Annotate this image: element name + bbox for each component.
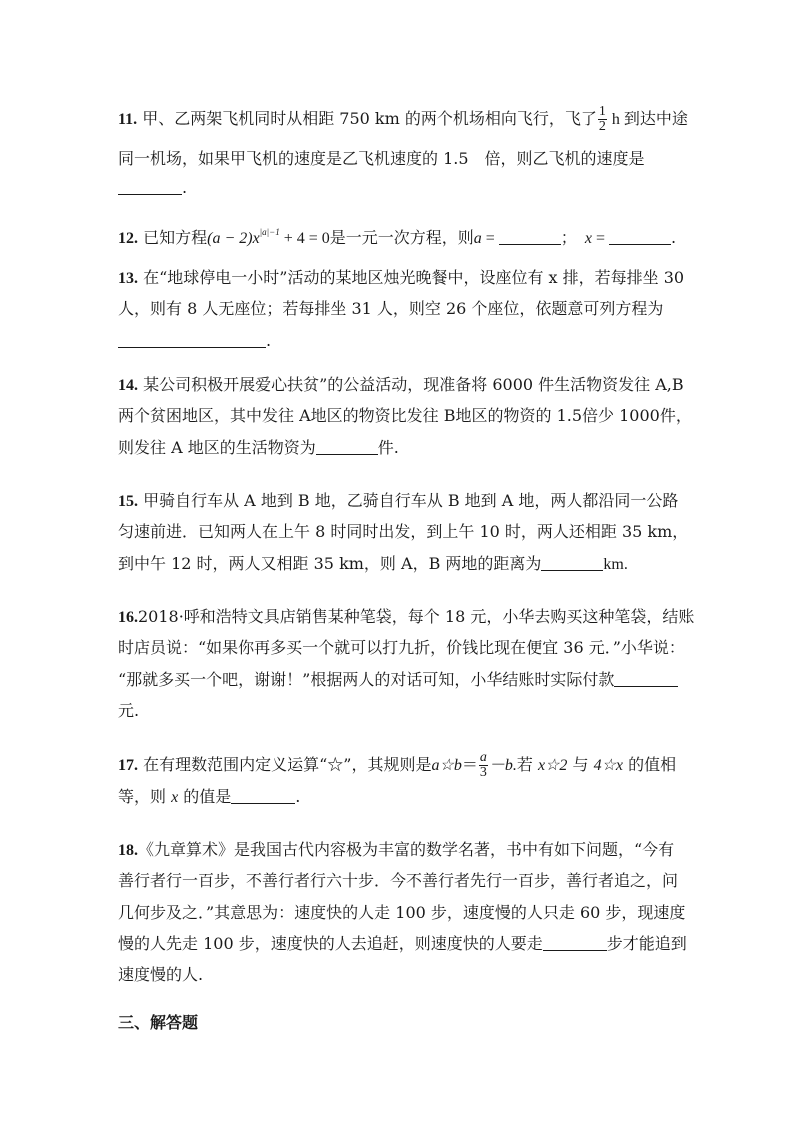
question-text: 时店员说：“如果你再多买一个就可以打九折，价钱比现在便宜 36 元．”小华说： — [118, 638, 685, 657]
question-text: 同一机场，如果甲飞机的速度是乙飞机速度的 1.5 倍，则乙飞机的速度是 — [118, 149, 645, 168]
question-text: 到中午 12 时，两人又相距 35 km，则 A，B 两地的距离为 — [118, 554, 542, 573]
answer-blank — [543, 934, 607, 951]
question-text: 人，则有 8 人无座位；若每排坐 31 人，则空 26 个座位，依题意可列方程为 — [118, 299, 664, 318]
question-text: 甲、乙两架飞机同时从相距 750 km 的两个机场相向飞行，飞了 — [142, 109, 597, 128]
answer-blank — [609, 228, 671, 245]
question-number: 17. — [118, 757, 138, 774]
question-text: 等，则 — [118, 787, 172, 806]
question-text: 元. — [118, 701, 140, 720]
question-text: 《九章算术》是我国古代内容极为丰富的数学名著，书中有如下问题，“今有 — [138, 840, 675, 859]
question-text: 速度慢的人. — [118, 965, 204, 984]
question-text: 匀速前进．已知两人在上午 8 时同时出发，到上午 10 时，两人还相距 35 km， — [118, 522, 689, 541]
variable: x — [584, 230, 592, 247]
question-text: 善行者行一百步，不善行者行六十步．今不善行者先行一百步，善行者追之，问 — [118, 871, 679, 890]
question-text: 几何步及之．”其意思为：速度快的人走 100 步，速度慢的人只走 60 步，现速度 — [118, 903, 686, 922]
question-text: 在有理数范围内定义运算“☆”，其规则是 — [143, 755, 432, 774]
question-number: 13. — [118, 270, 138, 287]
variable: a — [473, 230, 482, 247]
question-number: 18. — [118, 842, 138, 859]
equation: $(a - 2)x^{|a|-1} + 4 = 0$ — [207, 227, 330, 247]
fraction: $\frac{a}{3}$ — [479, 750, 487, 780]
question-text: “那就多买一个吧，谢谢！”根据两人的对话可知，小华结账时实际付款 — [118, 670, 615, 689]
expression: a☆b — [431, 757, 462, 774]
answer-blank — [118, 331, 266, 348]
document-page: 11. 甲、乙两架飞机同时从相距 750 km 的两个机场相向飞行，飞了 $\frac{1}{2}$ h 到达中途 同一机场，如果甲飞机的速度是乙飞机速度的 1.5 倍，则乙飞机的速度是 . 12. 已知方程$(a - 2)x^{|a|-1} + 4 = 0$是一元一次方程，则a = ； x = . 13. 在“地球停电一小时”活动的某地区烛光晚餐中，设座位有 x 排，若每排坐 30 人，则有 8 人无座位；若每排坐 31 人，则空 26 个座位，依题意可列方程为 . 14. 某公司积极开展爱心扶贫”的公益活动，现准备将 6000 件生活物资发往 A,B 两个贫困地区，其中发往 A地区的物资比发往 B地区的物资的 1.5倍少 1000件， 则发往 A 地区的生活物资为 件. 15. 甲骑自行车从 A 地到 B 地，乙骑自行车从 B 地到 A 地，两人都沿同一公路 匀速前进．已知两人在上午 8 时同时出发，到上午 10 时，两人还相距 35 km， 到中午 12 时，两人又相距 35 km，则 A，B 两地的距离为 km. 16.2018·呼和浩特文具店销售某种笔袋，每个 18 元，小华去购买这种笔袋，结账 时店员说：“如果你再多买一个就可以打九折，价钱比现在便宜 36 元．”小华说： “那就多买一个吧，谢谢！”根据两人的对话可知，小华结账时实际付款 元. 17. 在有理数范围内定义运算“☆”，其规则是a☆b＝ $\frac{a}{3}$ －b.若 x☆2 与 4☆x 的值相 等，则 x 的值是 . 18.《九章算术》是我国古代内容极为丰富的数学名著，书中有如下问题，“今有 善行者行一百步，不善行者行六十步．今不善行者先行一百步，善行者追之，问 几何步及之．”其意思为：速度快的人走 100 步，速度慢的人只走 60 步，现速度 慢的人先走 100 步，速度快的人去追赶，则速度快的人要走 步才能追到 速度慢的人. 三、解答题 — [118, 104, 695, 1032]
expression: －b. — [488, 757, 517, 774]
question-text: 某公司积极开展爱心扶贫”的公益活动，现准备将 6000 件生活物资发往 A,B — [143, 375, 684, 394]
expression: x☆2 — [537, 757, 568, 774]
answer-blank — [118, 178, 182, 195]
question-text: h 到达中途 — [607, 111, 688, 128]
question-text: 则发往 A 地区的生活物资为 — [118, 438, 316, 457]
question-number: 16. — [118, 609, 138, 626]
answer-blank — [614, 670, 678, 687]
question-text: 的值是 — [178, 787, 232, 806]
question-number: 15. — [118, 493, 138, 510]
question-number: 11. — [118, 111, 138, 128]
question-text: 2018·呼和浩特文具店销售某种笔袋，每个 18 元，小华去购买这种笔袋，结账 — [138, 607, 695, 626]
variable: x — [171, 789, 179, 806]
answer-blank — [499, 228, 561, 245]
answer-blank — [316, 438, 378, 455]
question-text: 在“地球停电一小时”活动的某地区烛光晚餐中，设座位有 x 排，若每排坐 30 — [143, 268, 685, 287]
question-text: 甲骑自行车从 A 地到 B 地，乙骑自行车从 B 地到 A 地，两人都沿同一公路 — [143, 491, 679, 510]
expression: 4☆x — [593, 757, 624, 774]
question-text: 两个贫困地区，其中发往 A地区的物资比发往 B地区的物资的 1.5倍少 1000件， — [118, 406, 692, 425]
answer-blank — [231, 787, 295, 804]
fraction: $\frac{1}{2}$ — [598, 104, 606, 134]
answer-blank — [541, 554, 603, 571]
question-number: 12. — [118, 230, 138, 247]
section-heading: 三、解答题 — [118, 1013, 199, 1032]
question-text: 已知方程 — [143, 228, 208, 247]
question-text: 慢的人先走 100 步，速度快的人去追赶，则速度快的人要走 — [118, 934, 543, 953]
question-number: 14. — [118, 377, 138, 394]
question-text: 是一元一次方程，则 — [329, 228, 474, 247]
